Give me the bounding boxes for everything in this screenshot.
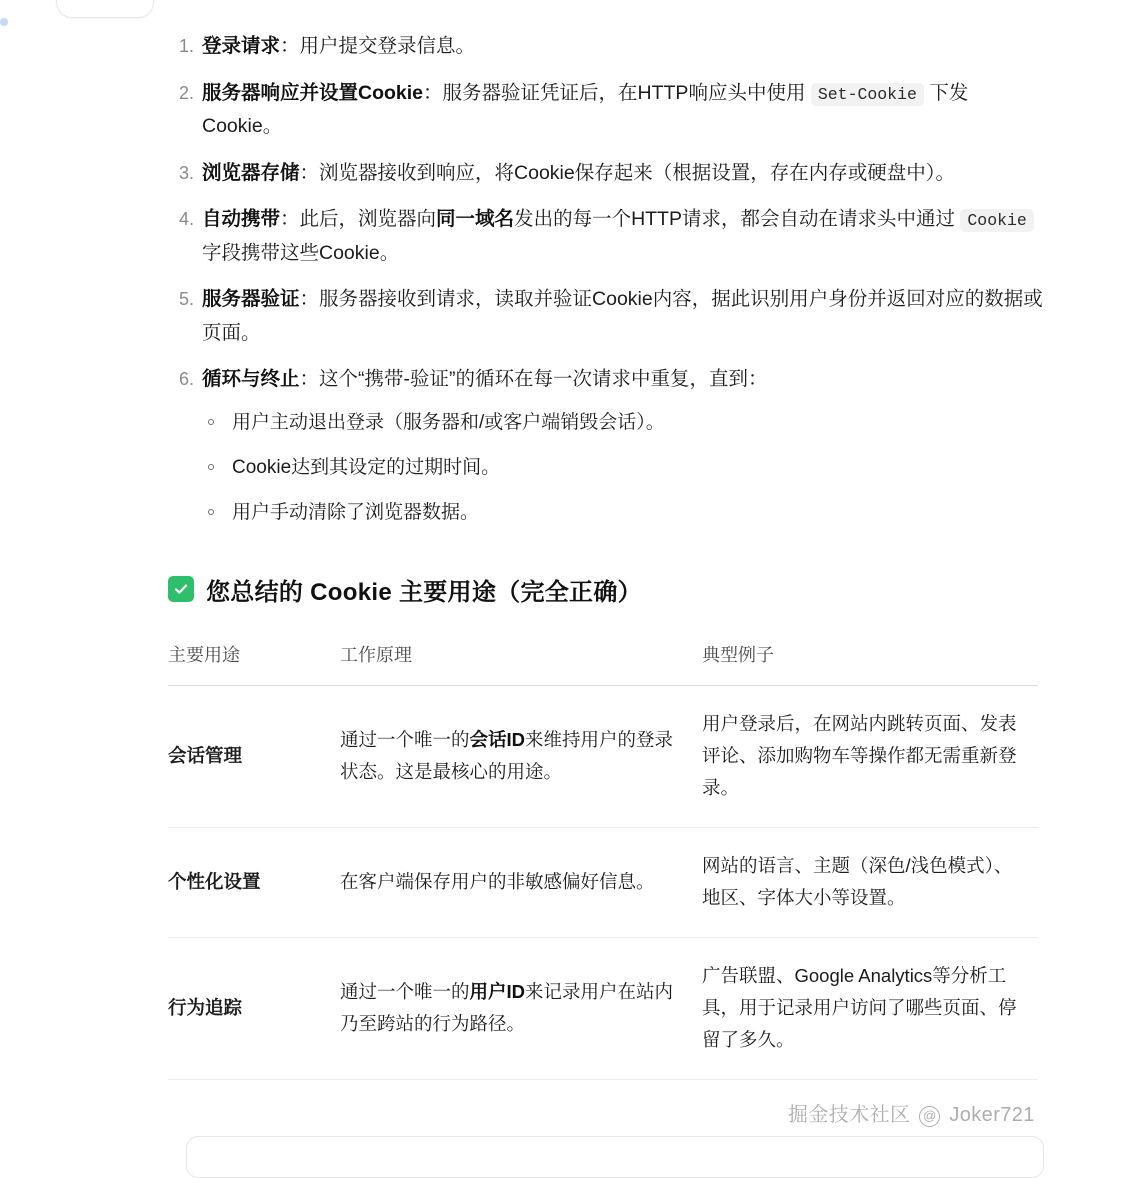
principle-before: 通过一个唯一的 <box>340 728 470 750</box>
cell-example: 网站的语言、主题（深色/浅色模式）、地区、字体大小等设置。 <box>702 827 1038 937</box>
step-text-after: 下发Cookie。 <box>202 81 969 138</box>
column-header-example: 典型例子 <box>702 633 1038 686</box>
top-left-card <box>56 0 154 18</box>
page-title: 您总结的 Cookie 主要用途（完全正确） <box>206 578 642 606</box>
table-row <box>168 827 1038 937</box>
cell-example: 广告联盟、Google Analytics等分析工具，用于记录用户访问了哪些页面、停留了多久。 <box>702 937 1038 1079</box>
cell-term: 会话管理 <box>168 685 340 827</box>
list-item <box>168 203 1048 270</box>
column-header-principle: 工作原理 <box>340 633 702 686</box>
sub-item-text: 用户手动清除了浏览器数据。 <box>232 502 480 524</box>
step-term: 循环与终止 <box>202 368 300 391</box>
section-heading <box>168 572 1048 607</box>
cookie-flow-list <box>168 30 1048 530</box>
principle-after: 来记录用户在站内乃至跨站的行为路径。 <box>340 980 674 1035</box>
step-sep: ： <box>299 288 320 311</box>
at-icon: @ <box>919 1106 940 1127</box>
principle-before: 在客户端保存用户的非敏感偏好信息。 <box>340 870 655 892</box>
list-item <box>168 77 1048 144</box>
watermark-user: Joker721 <box>949 1104 1035 1126</box>
principle-bold: 会话ID <box>469 728 526 750</box>
check-square-icon <box>168 576 194 602</box>
table-header-row <box>168 633 1038 686</box>
table-row <box>168 685 1038 827</box>
document-content <box>168 0 1048 1080</box>
step-term: 服务器响应并设置Cookie <box>202 81 424 104</box>
list-item <box>168 363 1048 529</box>
step-sep: ： <box>280 208 300 231</box>
cell-term: 个性化设置 <box>168 827 340 937</box>
step-emphasis: 同一域名 <box>436 208 515 231</box>
set-cookie-code: Set-Cookie <box>811 83 924 106</box>
list-item <box>168 30 1048 64</box>
step-sep: ： <box>423 81 443 104</box>
list-item <box>202 407 1048 439</box>
step-term: 服务器验证 <box>202 288 300 311</box>
termination-sublist <box>202 407 1048 530</box>
principle-after: 来维持用户的登录状态。这是最核心的用途。 <box>340 728 674 783</box>
watermark-site: 掘金技术社区 <box>788 1104 911 1126</box>
step-text-mid: 发出的每一个HTTP请求，都会自动在请求头中通过 <box>514 208 961 231</box>
next-section-card <box>186 1136 1044 1178</box>
column-header-usage: 主要用途 <box>168 633 340 686</box>
step-term: 浏览器存储 <box>202 161 300 184</box>
list-item <box>202 497 1048 529</box>
cell-principle <box>340 937 702 1079</box>
principle-bold: 用户ID <box>469 980 526 1002</box>
cell-example: 用户登录后，在网站内跳转页面、发表评论、添加购物车等操作都无需重新登录。 <box>702 685 1038 827</box>
step-text: 此后，浏览器向 <box>299 208 437 231</box>
cell-principle <box>340 827 702 937</box>
step-text: 服务器验证凭证后，在HTTP响应头中使用 <box>442 81 811 104</box>
step-text: 用户提交登录信息。 <box>299 35 476 57</box>
left-rail-dot <box>0 18 8 26</box>
list-item <box>202 452 1048 484</box>
watermark <box>788 1098 1035 1127</box>
table-row <box>168 937 1038 1079</box>
cookie-code: Cookie <box>960 209 1033 232</box>
step-term: 登录请求 <box>202 35 281 57</box>
list-item <box>168 283 1048 350</box>
sub-item-text: 用户主动退出登录（服务器和/或客户端销毁会话）。 <box>232 411 665 433</box>
step-term: 自动携带 <box>202 208 281 231</box>
step-sep: ： <box>299 161 320 184</box>
step-text-after: 字段携带这些Cookie。 <box>202 241 400 264</box>
step-text: 这个“携带-验证”的循环在每一次请求中重复，直到： <box>319 368 768 391</box>
cell-principle <box>340 685 702 827</box>
step-text: 浏览器接收到响应，将Cookie保存起来（根据设置，存在内存或硬盘中）。 <box>319 161 955 184</box>
list-item <box>168 157 1048 191</box>
step-sep: ： <box>280 35 300 57</box>
sub-item-text: Cookie达到其设定的过期时间。 <box>232 457 501 479</box>
principle-before: 通过一个唯一的 <box>340 980 470 1002</box>
cookie-usage-table <box>168 633 1038 1080</box>
cell-term: 行为追踪 <box>168 937 340 1079</box>
step-text: 服务器接收到请求，读取并验证Cookie内容，据此识别用户身份并返回对应的数据或页面。 <box>202 288 1043 344</box>
step-sep: ： <box>299 368 320 391</box>
